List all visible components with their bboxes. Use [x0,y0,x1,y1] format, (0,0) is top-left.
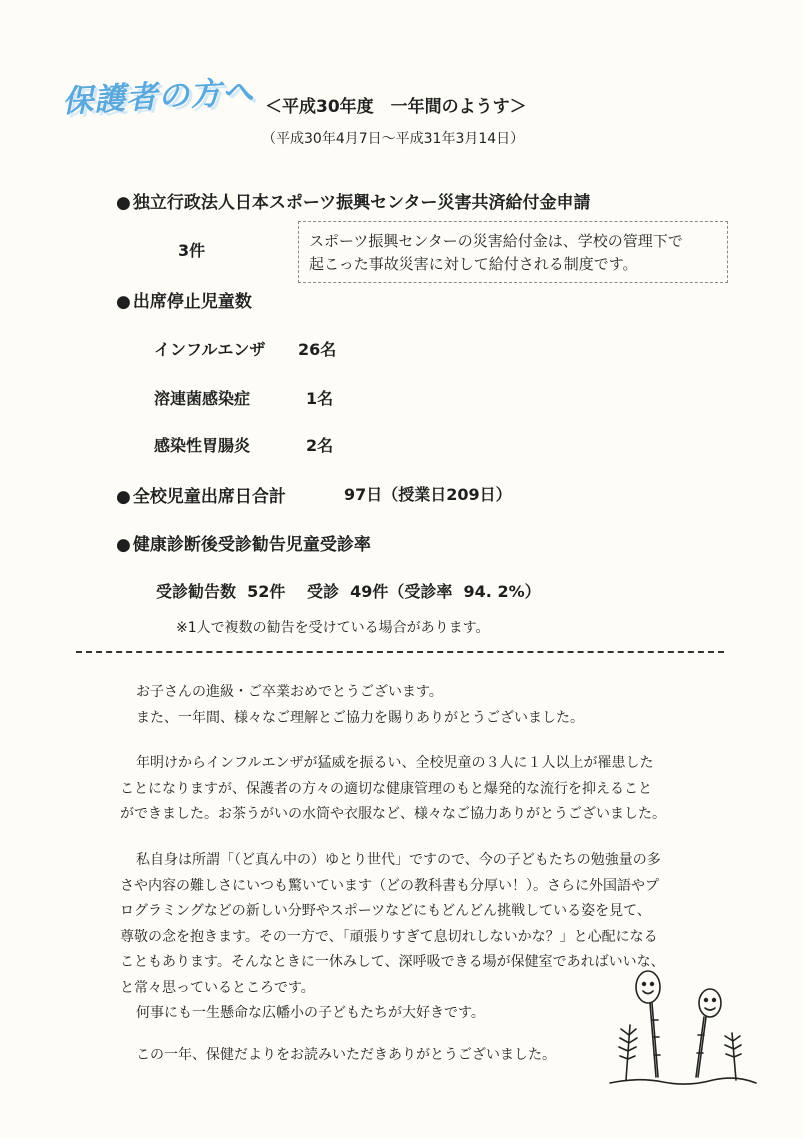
letter-paragraph-2 [120,751,730,828]
letter-line: と常々思っているところです。 [120,979,315,996]
letter-line: この一年、保健だよりをお読みいただきありがとうございました。 [136,1047,556,1063]
letter-line: ことになりますが、保護者の方々の適切な健康管理のもと爆発的な流行を抑えること [120,780,652,797]
section-checkup-title: ● 健康診断後受診勧告児童受診率 [116,530,371,555]
section-jsc-title: ● 独立行政法人日本スポーツ振興センター災害共済給付金申請 [116,188,590,213]
absence-item-name: インフルエンザ [154,340,266,359]
letter-line: 尊敬の念を抱きます。その一方で、「頑張りすぎて息切れしないかな？」と心配になる [120,928,658,945]
letter-paragraph-1 [120,680,730,731]
letter-line: 年明けからインフルエンザが猛威を振るい、全校児童の３人に１人以上が罹患した [136,755,654,771]
absence-item-value: 26名 [298,340,337,359]
letter-line: 何事にも一生懸命な広幡小の子どもたちが大好きです。 [136,1005,485,1021]
letter-line: また、一年間、様々なご理解とご協力を賜りありがとうございました。 [136,709,584,726]
logo-title: 保護者の方へ [61,73,255,120]
checkup-line: 受診勧告数 52件 受診 49件（受診率 94. 2%） [156,582,541,601]
letter-line: ログラミングなどの新しい分野やスポーツなどにもどんどん挑戦している姿を見て、 [120,903,651,919]
absence-item-value: 1名 [306,389,334,408]
letter-line: お子さんの進級・ご卒業おめでとうございます。 [136,684,443,700]
absence-item-value: 2名 [306,436,334,455]
letter-line: ができました。お茶うがいの水筒や衣服など、様々なご協力ありがとうございました。 [120,806,666,822]
page-subtitle: ＜平成30年度 一年間のようす＞ [265,97,527,117]
section-attendance-title: ● 全校児童出席日合計 [116,482,286,507]
section-absence-title: ● 出席停止児童数 [116,287,252,312]
checkup-note: ※1人で複数の勧告を受けている場合があります。 [176,620,490,636]
jsc-note-box [298,221,728,283]
jsc-note-line2: 起こった事故災害に対して給付される制度です。 [309,255,638,273]
letter-line: さや内容の難しさにいつも驚いています（どの教科書も分厚い！）。さらに外国語やプ [120,877,659,894]
letter-line: こともあります。そんなときに一休みして、深呼吸できる場が保健室であればいいな、 [120,954,665,970]
attendance-value: 97日（授業日209日） [344,485,512,504]
absence-item-name: 感染性胃腸炎 [154,436,251,455]
divider-dashed [76,651,724,653]
letter-line: 私自身は所謂「（ど真ん中の）ゆとり世代」ですので、今の子どもたちの勉強量の多 [136,852,661,868]
jsc-note-line1: スポーツ振興センターの災害給付金は、学校の管理下で [309,232,683,250]
period-text: （平成30年4月7日～平成31年3月14日） [262,131,525,147]
absence-item-name: 溶連菌感染症 [154,389,251,408]
sprouts-illustration [608,965,758,1090]
jsc-count: 3件 [178,241,206,260]
